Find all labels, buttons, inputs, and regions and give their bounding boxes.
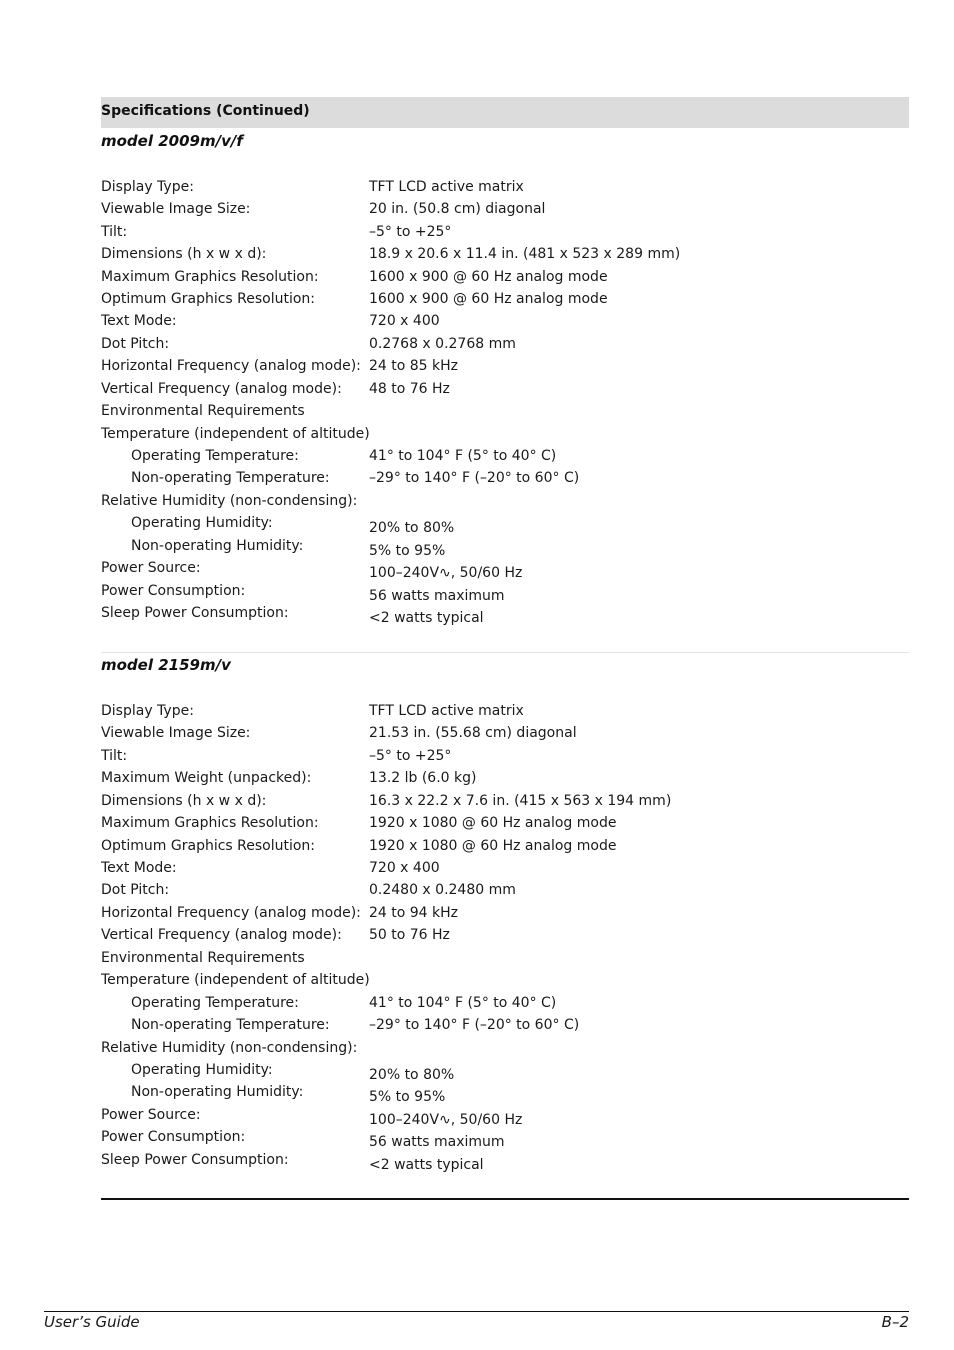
spec-label: Horizontal Frequency (analog mode): — [101, 358, 361, 374]
spec-row — [101, 902, 909, 924]
section-divider — [101, 652, 909, 653]
spec-value: 50 to 76 Hz — [369, 927, 450, 943]
spec-label: Dot Pitch: — [101, 336, 170, 352]
spec-label: Maximum Weight (unpacked): — [101, 770, 312, 786]
spec-row — [101, 288, 909, 310]
spec-value: <2 watts typical — [369, 610, 484, 626]
content-bottom-rule — [101, 1198, 909, 1200]
spec-label: Sleep Power Consumption: — [101, 1152, 289, 1168]
spec-value: 24 to 85 kHz — [369, 358, 459, 374]
spec-label: Environmental Requirements — [101, 403, 305, 419]
spec-value: 41° to 104° F (5° to 40° C) — [369, 448, 557, 464]
spec-row — [101, 1037, 909, 1059]
spec-value: <2 watts typical — [369, 1157, 484, 1173]
spec-row — [101, 1081, 909, 1103]
spec-row — [101, 423, 909, 445]
spec-label: Dot Pitch: — [101, 882, 170, 898]
spec-label: Vertical Frequency (analog mode): — [101, 381, 342, 397]
model-2009-title: model 2009m/v/f — [101, 132, 243, 150]
spec-label: Tilt: — [101, 748, 128, 764]
spec-label: Temperature (independent of altitude) — [101, 972, 370, 988]
spec-label: Optimum Graphics Resolution: — [101, 838, 316, 854]
spec-value: 24 to 94 kHz — [369, 905, 459, 921]
spec-row — [101, 198, 909, 220]
spec-label: Power Source: — [101, 1107, 201, 1123]
spec-row — [101, 1149, 909, 1171]
spec-label: Operating Humidity: — [131, 1062, 273, 1078]
spec-row — [101, 1104, 909, 1126]
spec-value: 5% to 95% — [369, 543, 446, 559]
spec-value: TFT LCD active matrix — [369, 179, 524, 195]
spec-label: Dimensions (h x w x d): — [101, 793, 267, 809]
spec-row — [101, 602, 909, 624]
spec-row — [101, 790, 909, 812]
spec-row — [101, 266, 909, 288]
spec-label: Operating Humidity: — [131, 515, 273, 531]
spec-value: 1920 x 1080 @ 60 Hz analog mode — [369, 838, 617, 854]
spec-label: Display Type: — [101, 703, 194, 719]
spec-row — [101, 835, 909, 857]
spec-row — [101, 445, 909, 467]
spec-label: Maximum Graphics Resolution: — [101, 269, 319, 285]
spec-value: 0.2768 x 0.2768 mm — [369, 336, 516, 352]
spec-label: Viewable Image Size: — [101, 725, 251, 741]
spec-row — [101, 243, 909, 265]
spec-value: 720 x 400 — [369, 860, 440, 876]
spec-value: 0.2480 x 0.2480 mm — [369, 882, 516, 898]
model-2159-title: model 2159m/v — [101, 656, 231, 674]
spec-value: 720 x 400 — [369, 313, 440, 329]
spec-value: 18.9 x 20.6 x 11.4 in. (481 x 523 x 289 mm) — [369, 246, 681, 262]
spec-label: Optimum Graphics Resolution: — [101, 291, 316, 307]
spec-label: Display Type: — [101, 179, 194, 195]
spec-value: 13.2 lb (6.0 kg) — [369, 770, 477, 786]
spec-row — [101, 310, 909, 332]
spec-value: 56 watts maximum — [369, 588, 505, 604]
section-header-bar — [101, 97, 909, 128]
spec-value: 100–240V∿, 50/60 Hz — [369, 565, 523, 581]
spec-value: 1920 x 1080 @ 60 Hz analog mode — [369, 815, 617, 831]
spec-label: Relative Humidity (non-condensing): — [101, 1040, 358, 1056]
spec-row — [101, 490, 909, 512]
spec-label: Vertical Frequency (analog mode): — [101, 927, 342, 943]
spec-row — [101, 557, 909, 579]
spec-value: 16.3 x 22.2 x 7.6 in. (415 x 563 x 194 mm) — [369, 793, 672, 809]
spec-row — [101, 221, 909, 243]
footer-guide-title: User’s Guide — [44, 1313, 140, 1331]
spec-row — [101, 992, 909, 1014]
spec-label: Power Consumption: — [101, 1129, 246, 1145]
spec-value: 56 watts maximum — [369, 1134, 505, 1150]
footer-rule — [44, 1311, 909, 1312]
spec-value: 48 to 76 Hz — [369, 381, 450, 397]
spec-value: 5% to 95% — [369, 1089, 446, 1105]
spec-row — [101, 355, 909, 377]
spec-label: Power Source: — [101, 560, 201, 576]
spec-label: Horizontal Frequency (analog mode): — [101, 905, 361, 921]
spec-value: 21.53 in. (55.68 cm) diagonal — [369, 725, 577, 741]
spec-row — [101, 969, 909, 991]
spec-label: Environmental Requirements — [101, 950, 305, 966]
spec-label: Non-operating Humidity: — [131, 1084, 304, 1100]
spec-label: Temperature (independent of altitude) — [101, 426, 370, 442]
spec-value: 1600 x 900 @ 60 Hz analog mode — [369, 269, 608, 285]
spec-label: Relative Humidity (non-condensing): — [101, 493, 358, 509]
spec-row — [101, 467, 909, 489]
spec-value: –29° to 140° F (–20° to 60° C) — [369, 1017, 580, 1033]
spec-row — [101, 857, 909, 879]
spec-label: Viewable Image Size: — [101, 201, 251, 217]
spec-value: 20% to 80% — [369, 1067, 455, 1083]
spec-row — [101, 378, 909, 400]
spec-row — [101, 879, 909, 901]
spec-row — [101, 400, 909, 422]
spec-value: 41° to 104° F (5° to 40° C) — [369, 995, 557, 1011]
spec-value: –29° to 140° F (–20° to 60° C) — [369, 470, 580, 486]
spec-label: Non-operating Humidity: — [131, 538, 304, 554]
spec-row — [101, 535, 909, 557]
spec-label: Text Mode: — [101, 313, 177, 329]
spec-label: Operating Temperature: — [131, 448, 299, 464]
spec-value: 100–240V∿, 50/60 Hz — [369, 1112, 523, 1128]
spec-row — [101, 947, 909, 969]
spec-value: 1600 x 900 @ 60 Hz analog mode — [369, 291, 608, 307]
footer-page-number: B–2 — [881, 1313, 909, 1331]
spec-row — [101, 767, 909, 789]
spec-row — [101, 580, 909, 602]
spec-value: 20% to 80% — [369, 520, 455, 536]
spec-label: Maximum Graphics Resolution: — [101, 815, 319, 831]
spec-row — [101, 924, 909, 946]
spec-label: Tilt: — [101, 224, 128, 240]
spec-label: Non-operating Temperature: — [131, 470, 330, 486]
spec-row — [101, 1059, 909, 1081]
spec-label: Non-operating Temperature: — [131, 1017, 330, 1033]
spec-row — [101, 745, 909, 767]
spec-label: Operating Temperature: — [131, 995, 299, 1011]
spec-value: TFT LCD active matrix — [369, 703, 524, 719]
spec-row — [101, 700, 909, 722]
spec-label: Dimensions (h x w x d): — [101, 246, 267, 262]
spec-label: Text Mode: — [101, 860, 177, 876]
spec-row — [101, 812, 909, 834]
spec-value: 20 in. (50.8 cm) diagonal — [369, 201, 546, 217]
spec-row — [101, 1014, 909, 1036]
section-header-title: Specifications (Continued) — [101, 103, 310, 119]
spec-value: –5° to +25° — [369, 748, 452, 764]
spec-row — [101, 1126, 909, 1148]
spec-value: –5° to +25° — [369, 224, 452, 240]
spec-label: Power Consumption: — [101, 583, 246, 599]
spec-row — [101, 333, 909, 355]
spec-row — [101, 512, 909, 534]
spec-label: Sleep Power Consumption: — [101, 605, 289, 621]
spec-row — [101, 722, 909, 744]
spec-row — [101, 176, 909, 198]
